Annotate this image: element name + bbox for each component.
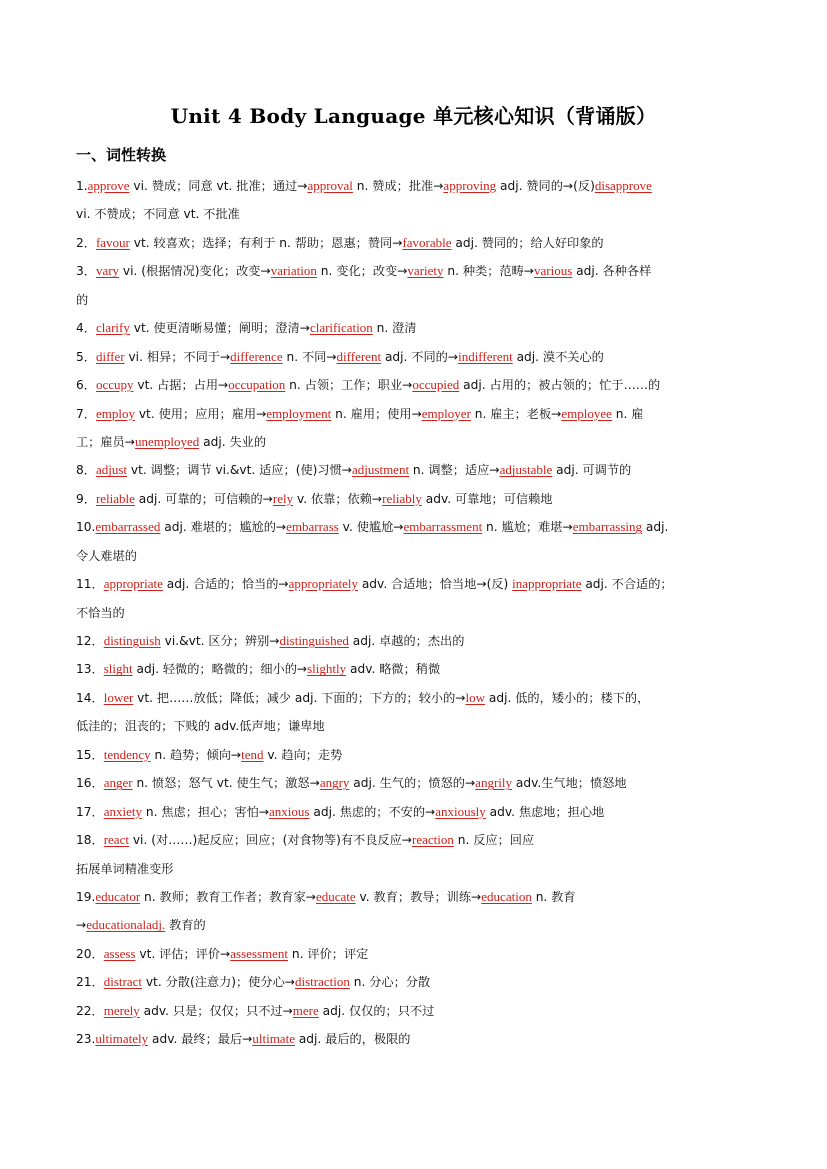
definition-text: vi. 不赞成；不同意 vt. 不批准 xyxy=(76,207,240,222)
definition-text: vi. (根据情况)变化；改变→ xyxy=(119,264,271,279)
answer-word: reaction xyxy=(411,832,454,848)
answer-word: embarrassment xyxy=(403,519,483,535)
definition-text: 9． xyxy=(76,491,96,506)
answer-word: variation xyxy=(270,263,317,279)
vocab-line xyxy=(76,968,756,996)
definition-text: 低洼的；沮丧的；下贱的 adv.低声地；谦卑地 xyxy=(76,719,325,734)
answer-word: indifferent xyxy=(458,348,513,364)
answer-word: tend xyxy=(241,746,264,762)
definition-text: 的 xyxy=(76,292,89,307)
definition-text: n. 占领；工作；职业→ xyxy=(285,378,413,393)
definition-text: 7． xyxy=(76,406,96,421)
answer-word: assessment xyxy=(230,945,289,961)
definition-text: 8． xyxy=(76,463,96,478)
definition-text: v. 依靠；依赖→ xyxy=(293,491,383,506)
answer-word: anxious xyxy=(269,803,310,819)
answer-word: assess xyxy=(103,945,136,961)
definition-text: n. 雇用；使用→ xyxy=(331,406,422,421)
definition-text: vt. 较喜欢；选择；有利于 n. 帮助；恩惠；赞同→ xyxy=(129,235,403,250)
answer-word: educationaladj. xyxy=(86,917,166,933)
answer-word: merely xyxy=(103,1002,140,1018)
definition-text: n. 愤怒；怒气 vt. 使生气；激怒→ xyxy=(132,776,320,791)
answer-word: employment xyxy=(266,405,332,421)
definition-text: 11． xyxy=(76,577,104,592)
vocab-line xyxy=(76,229,756,257)
vocab-line xyxy=(76,655,756,683)
answer-word: various xyxy=(534,263,573,279)
definition-text: 5． xyxy=(76,349,96,364)
vocab-line xyxy=(76,599,756,627)
answer-word: education xyxy=(481,888,532,904)
definition-text: adj. 漠不关心的 xyxy=(512,349,604,364)
definition-text: vi.&vt. 区分；辨别→ xyxy=(160,634,280,648)
definition-text: n. 雇 xyxy=(611,406,644,421)
definition-text: n. 不同→ xyxy=(282,349,337,364)
definition-text: vt. 使更清晰易懂；阐明；澄清→ xyxy=(129,321,310,336)
vocab-line xyxy=(76,343,756,371)
vocab-line xyxy=(76,314,756,342)
definition-text: 16． xyxy=(76,776,104,791)
answer-word: react xyxy=(103,832,129,848)
definition-text: vi. 赞成；同意 vt. 批准；通过→ xyxy=(129,179,308,193)
definition-text: n. 分心；分散 xyxy=(349,975,431,990)
definition-text: 14． xyxy=(76,690,104,705)
answer-word: disapprove xyxy=(594,178,652,193)
definition-text: adj. 轻微的；略微的；细小的→ xyxy=(132,662,308,677)
definition-text: 3． xyxy=(76,264,96,279)
definition-text: adj. 焦虑的；不安的→ xyxy=(309,804,436,819)
answer-word: low xyxy=(465,689,485,705)
definition-text: 23. xyxy=(76,1032,96,1047)
definition-text: 21． xyxy=(76,975,104,990)
definition-text: adv.生气地；愤怒地 xyxy=(512,776,627,791)
answer-word: different xyxy=(336,348,382,364)
definition-text: vt. 占据；占用→ xyxy=(133,378,229,393)
answer-word: occupation xyxy=(228,377,286,393)
definition-text: n. 教育 xyxy=(531,889,576,904)
definition-text: n. 赞成；批准→ xyxy=(352,179,444,193)
answer-word: embarrassing xyxy=(572,519,642,535)
definition-text: adj. 各种各样 xyxy=(572,264,652,279)
answer-word: anger xyxy=(103,775,133,791)
section-heading: 一、词性转换 xyxy=(76,146,167,164)
definition-text: adj. 难堪的；尴尬的→ xyxy=(160,520,287,535)
vocab-line xyxy=(76,200,756,228)
definition-text: adv. 只是；仅仅；只不过→ xyxy=(139,1003,293,1018)
answer-word: adjust xyxy=(95,462,128,478)
answer-word: adjustable xyxy=(499,462,553,478)
vocabulary-list xyxy=(76,172,756,1054)
definition-text: adj. 赞同的→(反) xyxy=(496,179,595,193)
answer-word: distinguished xyxy=(279,633,349,648)
definition-text: 12． xyxy=(76,634,104,648)
definition-text: vi. (对……)起反应；回应；(对食物等)有不良反应→ xyxy=(128,833,412,848)
answer-word: anxiously xyxy=(435,803,486,819)
answer-word: favorable xyxy=(402,234,452,250)
definition-text: 2． xyxy=(76,235,96,250)
vocab-line xyxy=(76,940,756,968)
answer-word: lower xyxy=(103,689,134,705)
definition-text: n. 变化；改变→ xyxy=(316,264,408,279)
definition-text: n. 种类；范畴→ xyxy=(443,264,535,279)
answer-word: difference xyxy=(230,348,283,364)
page-title: Unit 4 Body Language 单元核心知识（背诵版） xyxy=(170,104,657,128)
answer-word: reliable xyxy=(95,490,135,506)
definition-text: adv. 焦虑地；担心地 xyxy=(485,804,605,819)
definition-text: adj. 失业的 xyxy=(199,434,267,449)
definition-text: n. 反应；回应 xyxy=(453,833,535,848)
answer-word: embarrass xyxy=(286,519,339,535)
definition-text: n. 教师；教育工作者；教育家→ xyxy=(140,889,316,904)
definition-text: adj. 卓越的；杰出的 xyxy=(348,634,465,648)
vocab-line xyxy=(76,1025,756,1053)
answer-word: appropriately xyxy=(288,576,358,592)
definition-text: adj. 合适的；恰当的→ xyxy=(162,577,289,592)
vocab-line xyxy=(76,456,756,484)
definition-text: vt. 使用；应用；雇用→ xyxy=(134,406,267,421)
definition-text: 20． xyxy=(76,946,104,961)
answer-word: ultimate xyxy=(252,1031,295,1047)
sub-heading: 拓展单词精准变形 xyxy=(76,861,174,876)
definition-text: vi. 相异；不同于→ xyxy=(124,349,231,364)
answer-word: adjustment xyxy=(352,462,410,478)
definition-text: 17． xyxy=(76,804,104,819)
definition-text: vt. 分散(注意力)；使分心→ xyxy=(141,975,295,990)
vocab-line xyxy=(76,741,756,769)
answer-word: distinguish xyxy=(103,633,161,648)
answer-word: mere xyxy=(292,1002,319,1018)
definition-text: 6． xyxy=(76,378,96,393)
answer-word: variety xyxy=(407,263,444,279)
vocab-line xyxy=(76,769,756,797)
vocab-line xyxy=(76,513,756,541)
definition-text: adj. xyxy=(642,520,669,535)
definition-text: 15． xyxy=(76,747,104,762)
vocab-line xyxy=(76,911,756,939)
definition-text: adj. 可靠的；可信赖的→ xyxy=(134,491,273,506)
definition-text: adv. 合适地；恰当地→(反) xyxy=(357,577,513,592)
definition-text: adj. 低的，矮小的；楼下的， xyxy=(484,690,650,705)
vocab-line xyxy=(76,855,756,883)
answer-word: educator xyxy=(95,888,141,904)
answer-word: slightly xyxy=(307,661,347,677)
definition-text: adj. 不同的→ xyxy=(381,349,459,364)
answer-word: tendency xyxy=(103,746,151,762)
answer-word: employer xyxy=(421,405,471,421)
definition-text: n. 调整；适应→ xyxy=(409,463,500,478)
vocab-line xyxy=(76,257,756,285)
answer-word: angrily xyxy=(475,775,512,791)
answer-word: slight xyxy=(103,661,133,677)
vocab-line xyxy=(76,400,756,428)
answer-word: educate xyxy=(315,888,356,904)
definition-text: adj. 不合适的； xyxy=(581,577,673,592)
vocab-line xyxy=(76,286,756,314)
answer-word: inappropriate xyxy=(512,576,582,592)
answer-word: embarrassed xyxy=(95,519,161,535)
definition-text: 18． xyxy=(76,833,104,848)
vocab-line xyxy=(76,826,756,854)
definition-text: n. 澄清 xyxy=(372,321,417,336)
vocab-line xyxy=(76,684,756,712)
definition-text: v. 教育；教导；训练→ xyxy=(355,889,482,904)
answer-word: approving xyxy=(443,178,497,193)
definition-text: 19. xyxy=(76,889,96,904)
definition-text: 令人难堪的 xyxy=(76,548,137,563)
answer-word: employee xyxy=(561,405,612,421)
vocab-line xyxy=(76,712,756,740)
definition-text: adj. 生气的；愤怒的→ xyxy=(349,776,476,791)
definition-text: adj. 最后的，极限的 xyxy=(294,1032,411,1047)
answer-word: clarification xyxy=(309,320,373,336)
vocab-line xyxy=(76,627,756,655)
vocab-line xyxy=(76,883,756,911)
definition-text: vt. 调整；调节 vi.&vt. 适应；(使)习惯→ xyxy=(127,463,353,478)
answer-word: clarify xyxy=(95,320,130,336)
answer-word: approval xyxy=(307,178,353,193)
answer-word: employ xyxy=(95,405,135,421)
answer-word: unemployed xyxy=(134,433,200,449)
vocab-line xyxy=(76,172,756,200)
vocab-line xyxy=(76,428,756,456)
answer-word: occupy xyxy=(95,377,134,393)
definition-text: 不恰当的 xyxy=(76,605,125,620)
definition-text: 工；雇员→ xyxy=(76,434,135,449)
definition-text: 22． xyxy=(76,1003,104,1018)
definition-text: adv. 略微；稍微 xyxy=(346,662,441,677)
answer-word: approve xyxy=(87,178,130,193)
definition-text: 13． xyxy=(76,662,104,677)
definition-text: adv. 可靠地；可信赖地 xyxy=(421,491,553,506)
answer-word: reliably xyxy=(382,490,422,506)
definition-text: adj. 可调节的 xyxy=(552,463,632,478)
answer-word: vary xyxy=(95,263,120,279)
definition-text: adj. 赞同的；给人好印象的 xyxy=(451,235,604,250)
answer-word: rely xyxy=(272,490,294,506)
definition-text: n. 焦虑；担心；害怕→ xyxy=(141,804,270,819)
definition-text: n. 趋势；倾向→ xyxy=(150,747,242,762)
definition-text: v. 趋向；走势 xyxy=(263,747,343,762)
answer-word: distract xyxy=(103,974,142,990)
answer-word: favour xyxy=(95,234,130,250)
definition-text: n. 雇主；老板→ xyxy=(470,406,562,421)
definition-text: vt. 评估；评价→ xyxy=(135,946,231,961)
vocab-line xyxy=(76,371,756,399)
definition-text: → xyxy=(76,918,87,933)
definition-text: 教育的 xyxy=(165,918,206,933)
definition-text: adj. 仅仅的；只不过 xyxy=(318,1003,435,1018)
answer-word: anxiety xyxy=(103,803,142,819)
definition-text: adj. 占用的；被占领的；忙于……的 xyxy=(459,378,661,393)
answer-word: appropriate xyxy=(103,576,163,592)
definition-text: adv. 最终；最后→ xyxy=(148,1032,253,1047)
definition-text: n. 尴尬；难堪→ xyxy=(482,520,573,535)
definition-text: 10. xyxy=(76,520,96,535)
answer-word: distraction xyxy=(295,974,350,990)
answer-word: occupied xyxy=(412,377,460,393)
definition-text: vt. 把……放低；降低；减少 adj. 下面的；下方的；较小的→ xyxy=(133,690,466,705)
answer-word: ultimately xyxy=(95,1031,149,1047)
definition-text: 1. xyxy=(76,179,88,193)
definition-text: v. 使尴尬→ xyxy=(338,520,404,535)
vocab-line xyxy=(76,542,756,570)
definition-text: 4． xyxy=(76,321,96,336)
answer-word: differ xyxy=(95,348,125,364)
vocab-line xyxy=(76,485,756,513)
answer-word: angry xyxy=(319,775,350,791)
definition-text: n. 评价；评定 xyxy=(288,946,369,961)
vocab-line xyxy=(76,570,756,598)
vocab-line xyxy=(76,997,756,1025)
vocab-line xyxy=(76,798,756,826)
